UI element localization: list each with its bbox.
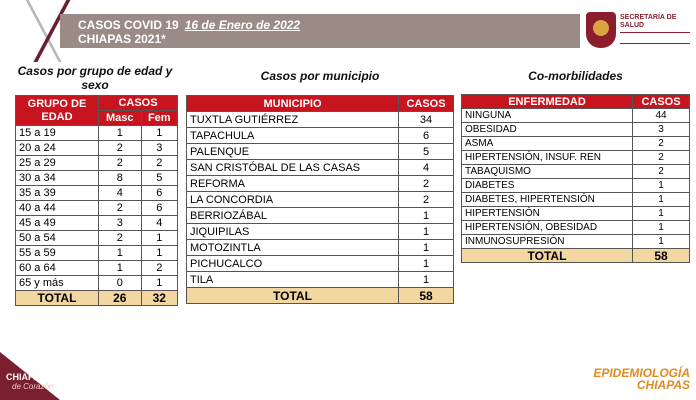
age-row (16, 186, 178, 201)
age-group-cell: 65 y más (16, 276, 99, 291)
comorbid-name-cell: HIPERTENSIÓN (462, 207, 633, 221)
municipio-row (187, 224, 454, 240)
comorbid-name-cell: HIPERTENSIÓN, OBESIDAD (462, 221, 633, 235)
comorbid-name-cell: ASMA (462, 137, 633, 151)
municipio-section-title: Casos por municipio (260, 69, 380, 83)
comorbid-row (462, 165, 690, 179)
age-col-cases: CASOS (99, 96, 178, 111)
municipio-name-cell: TUXTLA GUTIÉRREZ (187, 112, 399, 128)
age-row (16, 171, 178, 186)
age-fem-cell: 6 (141, 186, 177, 201)
comorbid-cases-cell: 2 (633, 165, 690, 179)
age-total-row (16, 291, 178, 306)
footer-epi-line2: CHIAPAS (636, 378, 690, 392)
age-col-masc: Masc (99, 111, 142, 126)
footer-brand (6, 372, 53, 392)
comorbid-row (462, 179, 690, 193)
age-masc-cell: 2 (99, 201, 142, 216)
municipio-row (187, 112, 454, 128)
municipio-name-cell: PICHUCALCO (187, 256, 399, 272)
comorbid-cases-cell: 2 (633, 151, 690, 165)
comorbid-name-cell: INMUNOSUPRESIÓN (462, 235, 633, 249)
comorbid-row (462, 137, 690, 151)
header-subtitle: CHIAPAS 2021* (78, 32, 166, 46)
municipio-row (187, 240, 454, 256)
municipio-cases-cell: 1 (399, 224, 454, 240)
comorbid-total-label: TOTAL (462, 249, 633, 263)
age-masc-cell: 4 (99, 186, 142, 201)
municipio-cases-cell: 6 (399, 128, 454, 144)
age-group-cell: 15 a 19 (16, 126, 99, 141)
age-col-fem: Fem (141, 111, 177, 126)
municipio-row (187, 192, 454, 208)
municipio-cases-cell: 1 (399, 256, 454, 272)
municipio-row (187, 128, 454, 144)
age-masc-cell: 2 (99, 231, 142, 246)
age-row (16, 276, 178, 291)
municipio-name-cell: TAPACHULA (187, 128, 399, 144)
age-masc-cell: 2 (99, 156, 142, 171)
age-group-cell: 20 a 24 (16, 141, 99, 156)
municipio-name-cell: PALENQUE (187, 144, 399, 160)
header-title-text: CASOS COVID 19 (78, 18, 179, 32)
header-date: 16 de Enero de 2022 (184, 18, 301, 32)
comorbid-row (462, 207, 690, 221)
municipio-col-cases: CASOS (399, 96, 454, 112)
municipio-total-row (187, 288, 454, 304)
age-group-cell: 55 a 59 (16, 246, 99, 261)
age-masc-cell: 0 (99, 276, 142, 291)
footer-epi-line1: EPIDEMIOLOGÍA (593, 366, 690, 380)
header-title (78, 19, 300, 32)
comorbid-cases-cell: 1 (633, 235, 690, 249)
age-row (16, 141, 178, 156)
age-total-masc: 26 (99, 291, 142, 306)
footer-brand-script: de Corazón (12, 382, 54, 391)
comorbid-cases-cell: 3 (633, 123, 690, 137)
age-fem-cell: 3 (141, 141, 177, 156)
municipio-cases-cell: 2 (399, 192, 454, 208)
age-group-cell: 30 a 34 (16, 171, 99, 186)
age-masc-cell: 3 (99, 216, 142, 231)
comorbid-name-cell: OBESIDAD (462, 123, 633, 137)
municipio-cases-cell: 1 (399, 240, 454, 256)
comorbid-cases-cell: 1 (633, 193, 690, 207)
municipio-table (186, 95, 454, 304)
comorbid-total-value: 58 (633, 249, 690, 263)
age-masc-cell: 2 (99, 141, 142, 156)
age-group-cell: 60 a 64 (16, 261, 99, 276)
age-col-group: GRUPO DE EDAD (16, 96, 99, 126)
age-table (15, 95, 178, 306)
municipio-name-cell: MOTOZINTLA (187, 240, 399, 256)
age-group-cell: 25 a 29 (16, 156, 99, 171)
footer-brand-text: CHIAPAS (6, 372, 46, 382)
municipio-row (187, 176, 454, 192)
comorbid-name-cell: NINGUNA (462, 109, 633, 123)
comorbid-name-cell: DIABETES, HIPERTENSIÓN (462, 193, 633, 207)
comorbid-cases-cell: 1 (633, 179, 690, 193)
age-row (16, 201, 178, 216)
municipio-cases-cell: 34 (399, 112, 454, 128)
age-fem-cell: 1 (141, 276, 177, 291)
comorbid-cases-cell: 2 (633, 137, 690, 151)
municipio-cases-cell: 5 (399, 144, 454, 160)
comorbid-name-cell: DIABETES (462, 179, 633, 193)
comorbid-col-disease: ENFERMEDAD (462, 95, 633, 109)
municipio-row (187, 272, 454, 288)
age-total-label: TOTAL (16, 291, 99, 306)
municipio-row (187, 144, 454, 160)
age-masc-cell: 1 (99, 126, 142, 141)
age-fem-cell: 2 (141, 261, 177, 276)
municipio-total-value: 58 (399, 288, 454, 304)
age-fem-cell: 4 (141, 216, 177, 231)
municipio-cases-cell: 4 (399, 160, 454, 176)
comorbid-col-cases: CASOS (633, 95, 690, 109)
comorbid-row (462, 109, 690, 123)
age-row (16, 216, 178, 231)
municipio-cases-cell: 2 (399, 176, 454, 192)
comorbid-name-cell: TABAQUISMO (462, 165, 633, 179)
comorbid-row (462, 151, 690, 165)
age-row (16, 126, 178, 141)
age-fem-cell: 1 (141, 126, 177, 141)
age-row (16, 261, 178, 276)
comorbid-section-title: Co-morbilidades (528, 69, 623, 83)
municipio-name-cell: TILA (187, 272, 399, 288)
age-row (16, 246, 178, 261)
age-total-fem: 32 (141, 291, 177, 306)
logo-text: SECRETARÍA DE SALUD (620, 14, 677, 29)
age-group-cell: 35 a 39 (16, 186, 99, 201)
municipio-name-cell: SAN CRISTÓBAL DE LAS CASAS (187, 160, 399, 176)
municipio-row (187, 256, 454, 272)
age-row (16, 156, 178, 171)
comorbid-cases-cell: 1 (633, 221, 690, 235)
municipio-name-cell: REFORMA (187, 176, 399, 192)
municipio-name-cell: JIQUIPILAS (187, 224, 399, 240)
age-group-cell: 50 a 54 (16, 231, 99, 246)
logo-divider (620, 32, 690, 44)
age-group-cell: 45 a 49 (16, 216, 99, 231)
age-section-title: Casos por grupo de edad y sexo (17, 64, 173, 92)
age-fem-cell: 1 (141, 246, 177, 261)
comorbid-total-row (462, 249, 690, 263)
municipio-total-label: TOTAL (187, 288, 399, 304)
coat-of-arms-icon (586, 12, 616, 48)
comorbid-row (462, 123, 690, 137)
comorbid-row (462, 193, 690, 207)
comorbid-name-cell: HIPERTENSIÓN, INSUF. REN (462, 151, 633, 165)
age-masc-cell: 1 (99, 261, 142, 276)
comorbid-table (461, 94, 690, 263)
age-fem-cell: 2 (141, 156, 177, 171)
age-fem-cell: 1 (141, 231, 177, 246)
municipio-cases-cell: 1 (399, 272, 454, 288)
age-masc-cell: 1 (99, 246, 142, 261)
municipio-name-cell: BERRIOZÁBAL (187, 208, 399, 224)
municipio-cases-cell: 1 (399, 208, 454, 224)
comorbid-row (462, 221, 690, 235)
age-fem-cell: 6 (141, 201, 177, 216)
comorbid-cases-cell: 1 (633, 207, 690, 221)
footer-epidemiologia (574, 367, 690, 391)
comorbid-cases-cell: 44 (633, 109, 690, 123)
age-masc-cell: 8 (99, 171, 142, 186)
municipio-col-name: MUNICIPIO (187, 96, 399, 112)
municipio-row (187, 160, 454, 176)
age-fem-cell: 5 (141, 171, 177, 186)
municipio-name-cell: LA CONCORDIA (187, 192, 399, 208)
age-group-cell: 40 a 44 (16, 201, 99, 216)
age-row (16, 231, 178, 246)
comorbid-row (462, 235, 690, 249)
municipio-row (187, 208, 454, 224)
